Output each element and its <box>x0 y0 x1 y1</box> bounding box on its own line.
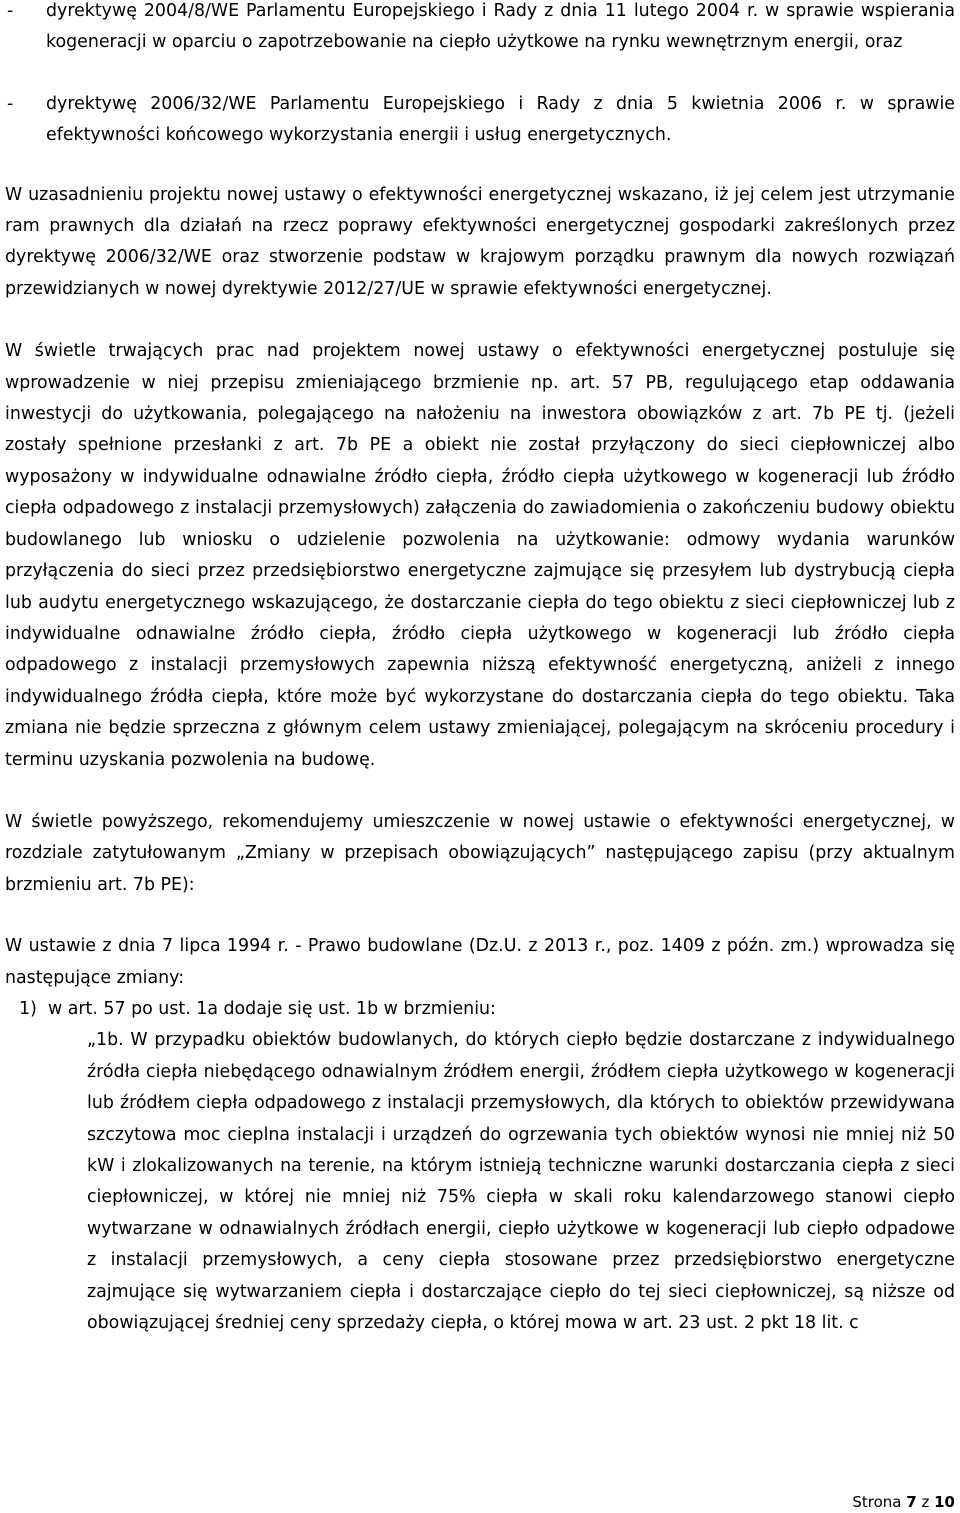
footer-label: Strona <box>852 1493 902 1511</box>
footer-page-total: 10 <box>934 1493 955 1511</box>
item-number: 1) <box>19 998 37 1019</box>
numbered-item <box>5 994 955 1025</box>
document-page <box>5 0 955 1339</box>
footer-separator: z <box>921 1493 930 1511</box>
paragraph-postulate: W świetle trwających prac nad projektem nowej ustawy o efektywności energetycznej postuluje się wprowadzenie w niej przepisu zmieniającego brzmienie np. art. 57 PB, regulującego etap oddawania inwestycji do użytkowania, polegającego na nałożeniu na inwestora obowiązków z art. 7b PE tj. (jeżeli zostały spełnione przesłanki z art. 7b PE a obiekt nie został przyłączony do sieci ciepłowniczej albo wyposażony w indywidualne odnawialne źródło ciepła, źródło ciepła użytkowego w kogeneracji lub źródło ciepła odpadowego z instalacji przemysłowych) załączenia do zawiadomienia o zakończeniu budowy obiektu budowlanego lub wniosku o udzielenie pozwolenia na użytkowanie: odmowy wydania warunków przyłączenia do sieci przez przedsiębiorstwo energetyczne zajmujące się przesyłem lub dystrybucją ciepła lub audytu energetycznego wskazującego, że dostarczanie ciepła do tego obiektu z sieci ciepłowniczej lub z indywidualne odnawialne źródło ciepła, źródło ciepła użytkowego w kogeneracji lub źródło ciepła odpadowego z instalacji przemysłowych zapewnia niższą efektywność energetyczną, aniżeli z innego indywidualnego źródła ciepła, które może być wykorzystane do dostarczania ciepła do tego obiektu. Taka zmiana nie będzie sprzeczna z głównym celem ustawy zmieniającej, polegającym na skróceniu procedury i terminu uzyskania pozwolenia na budowę. <box>5 341 955 770</box>
list-item-text: dyrektywę 2004/8/WE Parlamentu Europejskiego i Rady z dnia 11 lutego 2004 r. w sprawie wspierania kogeneracji w oparciu o zapotrzebowanie na ciepło użytkowe na rynku wewnętrznym energii, oraz <box>46 1 955 53</box>
list-item <box>5 89 955 152</box>
list-item <box>5 0 955 59</box>
paragraph-amendment-intro: W ustawie z dnia 7 lipca 1994 r. - Prawo budowlane (Dz.U. z 2013 r., poz. 1409 z późn. zm.) wprowadza się następujące zmiany: <box>5 936 955 988</box>
list-item-text: dyrektywę 2006/32/WE Parlamentu Europejskiego i Rady z dnia 5 kwietnia 2006 r. w sprawie efektywności końcowego wykorzystania energii i usług energetycznych. <box>46 93 955 146</box>
page-footer <box>852 1493 955 1511</box>
footer-page-number: 7 <box>906 1493 917 1511</box>
quoted-provision: „1b. W przypadku obiektów budowlanych, do których ciepło będzie dostarczane z indywidualnego źródła ciepła niebędącego odnawialnym źródłem energii, źródłem ciepła użytkowego w kogeneracji lub źródłem ciepła odpadowego z instalacji przemysłowych, dla których to obiektów przewidywana szczytowa moc cieplna instalacji i urządzeń do ogrzewania tych obiektów wynosi nie mniej niż 50 kW i zlokalizowanych na terenie, na którym istnieją techniczne warunki dostarczania ciepła z sieci ciepłowniczej, w której nie mniej niż 75% ciepła w skali roku kalendarzowego stanowi ciepło wytwarzane w odnawialnych źródłach energii, ciepło użytkowe w kogeneracji lub ciepło odpadowe z instalacji przemysłowych, a ceny ciepła stosowane przez przedsiębiorstwo energetyczne zajmujące się wytwarzaniem ciepła i dostarczające ciepło do tej sieci ciepłowniczej, są niższe od obowiązującej średniej ceny sprzedaży ciepła, o której mowa w art. 23 ust. 2 pkt 18 lit. c <box>87 1030 955 1334</box>
item-text: w art. 57 po ust. 1a dodaje się ust. 1b w brzmieniu: <box>48 998 496 1019</box>
paragraph-justification: W uzasadnieniu projektu nowej ustawy o efektywności energetycznej wskazano, iż jej celem jest utrzymanie ram prawnych dla działań na rzecz poprawy efektywności energetycznej gospodarki zakreślonych przez dyrektywę 2006/32/WE oraz stworzenie podstaw w krajowym porządku prawnym dla nowych rozwiązań przewidzianych w nowej dyrektywie 2012/27/UE w sprawie efektywności energetycznej. <box>5 184 955 299</box>
paragraph-recommendation: W świetle powyższego, rekomendujemy umieszczenie w nowej ustawie o efektywności energetycznej, w rozdziale zatytułowanym „Zmiany w przepisach obowiązujących” następującego zapisu (przy aktualnym brzmieniu art. 7b PE): <box>5 811 955 895</box>
list-marker: - <box>7 1 14 21</box>
list-marker: - <box>7 93 14 114</box>
